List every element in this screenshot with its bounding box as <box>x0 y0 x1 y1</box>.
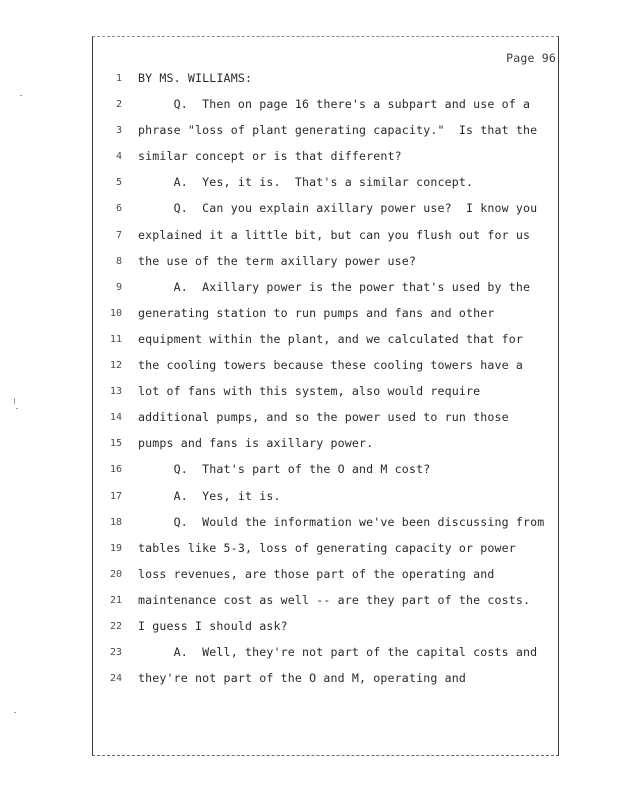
line-text: loss revenues, are those part of the operating and <box>138 566 495 581</box>
line-text: pumps and fans is axillary power. <box>138 436 374 451</box>
line-text: the use of the term axillary power use? <box>138 253 417 268</box>
transcript-line <box>92 70 559 96</box>
line-text: tables like 5-3, loss of generating capacity or power <box>138 540 516 555</box>
line-text: Q. Can you explain axillary power use? I know you <box>138 201 538 216</box>
transcript-line <box>92 488 559 514</box>
transcript-line <box>92 566 559 592</box>
transcript-line <box>92 540 559 566</box>
line-text: BY MS. WILLIAMS: <box>138 71 253 85</box>
line-number: 4 <box>115 151 122 163</box>
page-number: Page 96 <box>506 51 556 65</box>
transcript-line <box>92 514 559 540</box>
line-number: 15 <box>109 438 122 450</box>
line-text: A. Well, they're not part of the capital costs and <box>138 645 538 660</box>
line-text: equipment within the plant, and we calculated that for <box>138 331 524 346</box>
transcript-line <box>92 305 559 331</box>
line-number: 23 <box>109 647 122 659</box>
transcript-line <box>92 174 559 200</box>
transcript-line <box>92 279 559 305</box>
line-text: maintenance cost as well -- are they part of the costs. <box>138 592 531 607</box>
transcript-line <box>92 331 559 357</box>
line-number: 11 <box>109 333 122 345</box>
line-text: Q. That's part of the O and M cost? <box>138 462 431 477</box>
line-number: 21 <box>109 594 122 606</box>
transcript-line <box>92 383 559 409</box>
line-number: 10 <box>109 307 122 319</box>
transcript-line <box>92 644 559 670</box>
line-text: the cooling towers because these cooling towers have a <box>138 358 524 373</box>
scan-speck <box>14 712 16 713</box>
transcript-line <box>92 409 559 435</box>
line-text: lot of fans with this system, also would require <box>138 384 481 399</box>
transcript-line <box>92 435 559 461</box>
transcript-line <box>92 357 559 383</box>
line-text: they're not part of the O and M, operating and <box>138 671 466 686</box>
transcript-line <box>92 148 559 174</box>
line-number: 14 <box>109 412 122 424</box>
scan-speck <box>16 408 18 409</box>
line-number: 7 <box>115 229 122 241</box>
line-text: A. Yes, it is. That's a similar concept. <box>138 175 474 190</box>
line-text: I guess I should ask? <box>138 618 288 633</box>
transcript-line <box>92 461 559 487</box>
line-text: explained it a little bit, but can you flush out for us <box>138 227 531 242</box>
line-number: 6 <box>115 203 122 215</box>
scan-speck <box>14 398 15 404</box>
scan-speck <box>20 95 22 96</box>
line-text: additional pumps, and so the power used to run those <box>138 410 509 425</box>
line-number: 16 <box>109 464 122 476</box>
transcript-line <box>92 253 559 279</box>
line-number: 5 <box>115 177 122 189</box>
line-number: 12 <box>109 360 122 372</box>
transcript-line <box>92 618 559 644</box>
line-number: 17 <box>109 490 122 502</box>
line-text: phrase "loss of plant generating capacity." Is that the <box>138 123 538 138</box>
line-number: 2 <box>115 99 122 111</box>
line-text: A. Axillary power is the power that's used by the <box>138 279 531 294</box>
transcript-line <box>92 592 559 618</box>
line-number: 20 <box>109 568 122 580</box>
line-number: 8 <box>115 255 122 267</box>
transcript-line <box>92 227 559 253</box>
line-number: 1 <box>115 73 122 84</box>
line-number: 3 <box>115 125 122 137</box>
line-text: A. Yes, it is. <box>138 488 281 503</box>
line-text: Q. Would the information we've been discussing from <box>138 514 545 529</box>
line-text: Q. Then on page 16 there's a subpart and use of a <box>138 97 531 112</box>
transcript-line <box>92 200 559 226</box>
transcript-line <box>92 122 559 148</box>
transcript-line <box>92 96 559 122</box>
line-text: similar concept or is that different? <box>138 149 402 164</box>
line-number: 9 <box>115 281 122 293</box>
transcript-line <box>92 670 559 696</box>
line-number: 13 <box>109 386 122 398</box>
line-number: 22 <box>109 620 122 632</box>
line-number: 24 <box>109 673 122 685</box>
line-number: 19 <box>109 542 122 554</box>
line-text: generating station to run pumps and fans and other <box>138 305 495 320</box>
line-number: 18 <box>109 516 122 528</box>
transcript-lines <box>92 70 559 696</box>
